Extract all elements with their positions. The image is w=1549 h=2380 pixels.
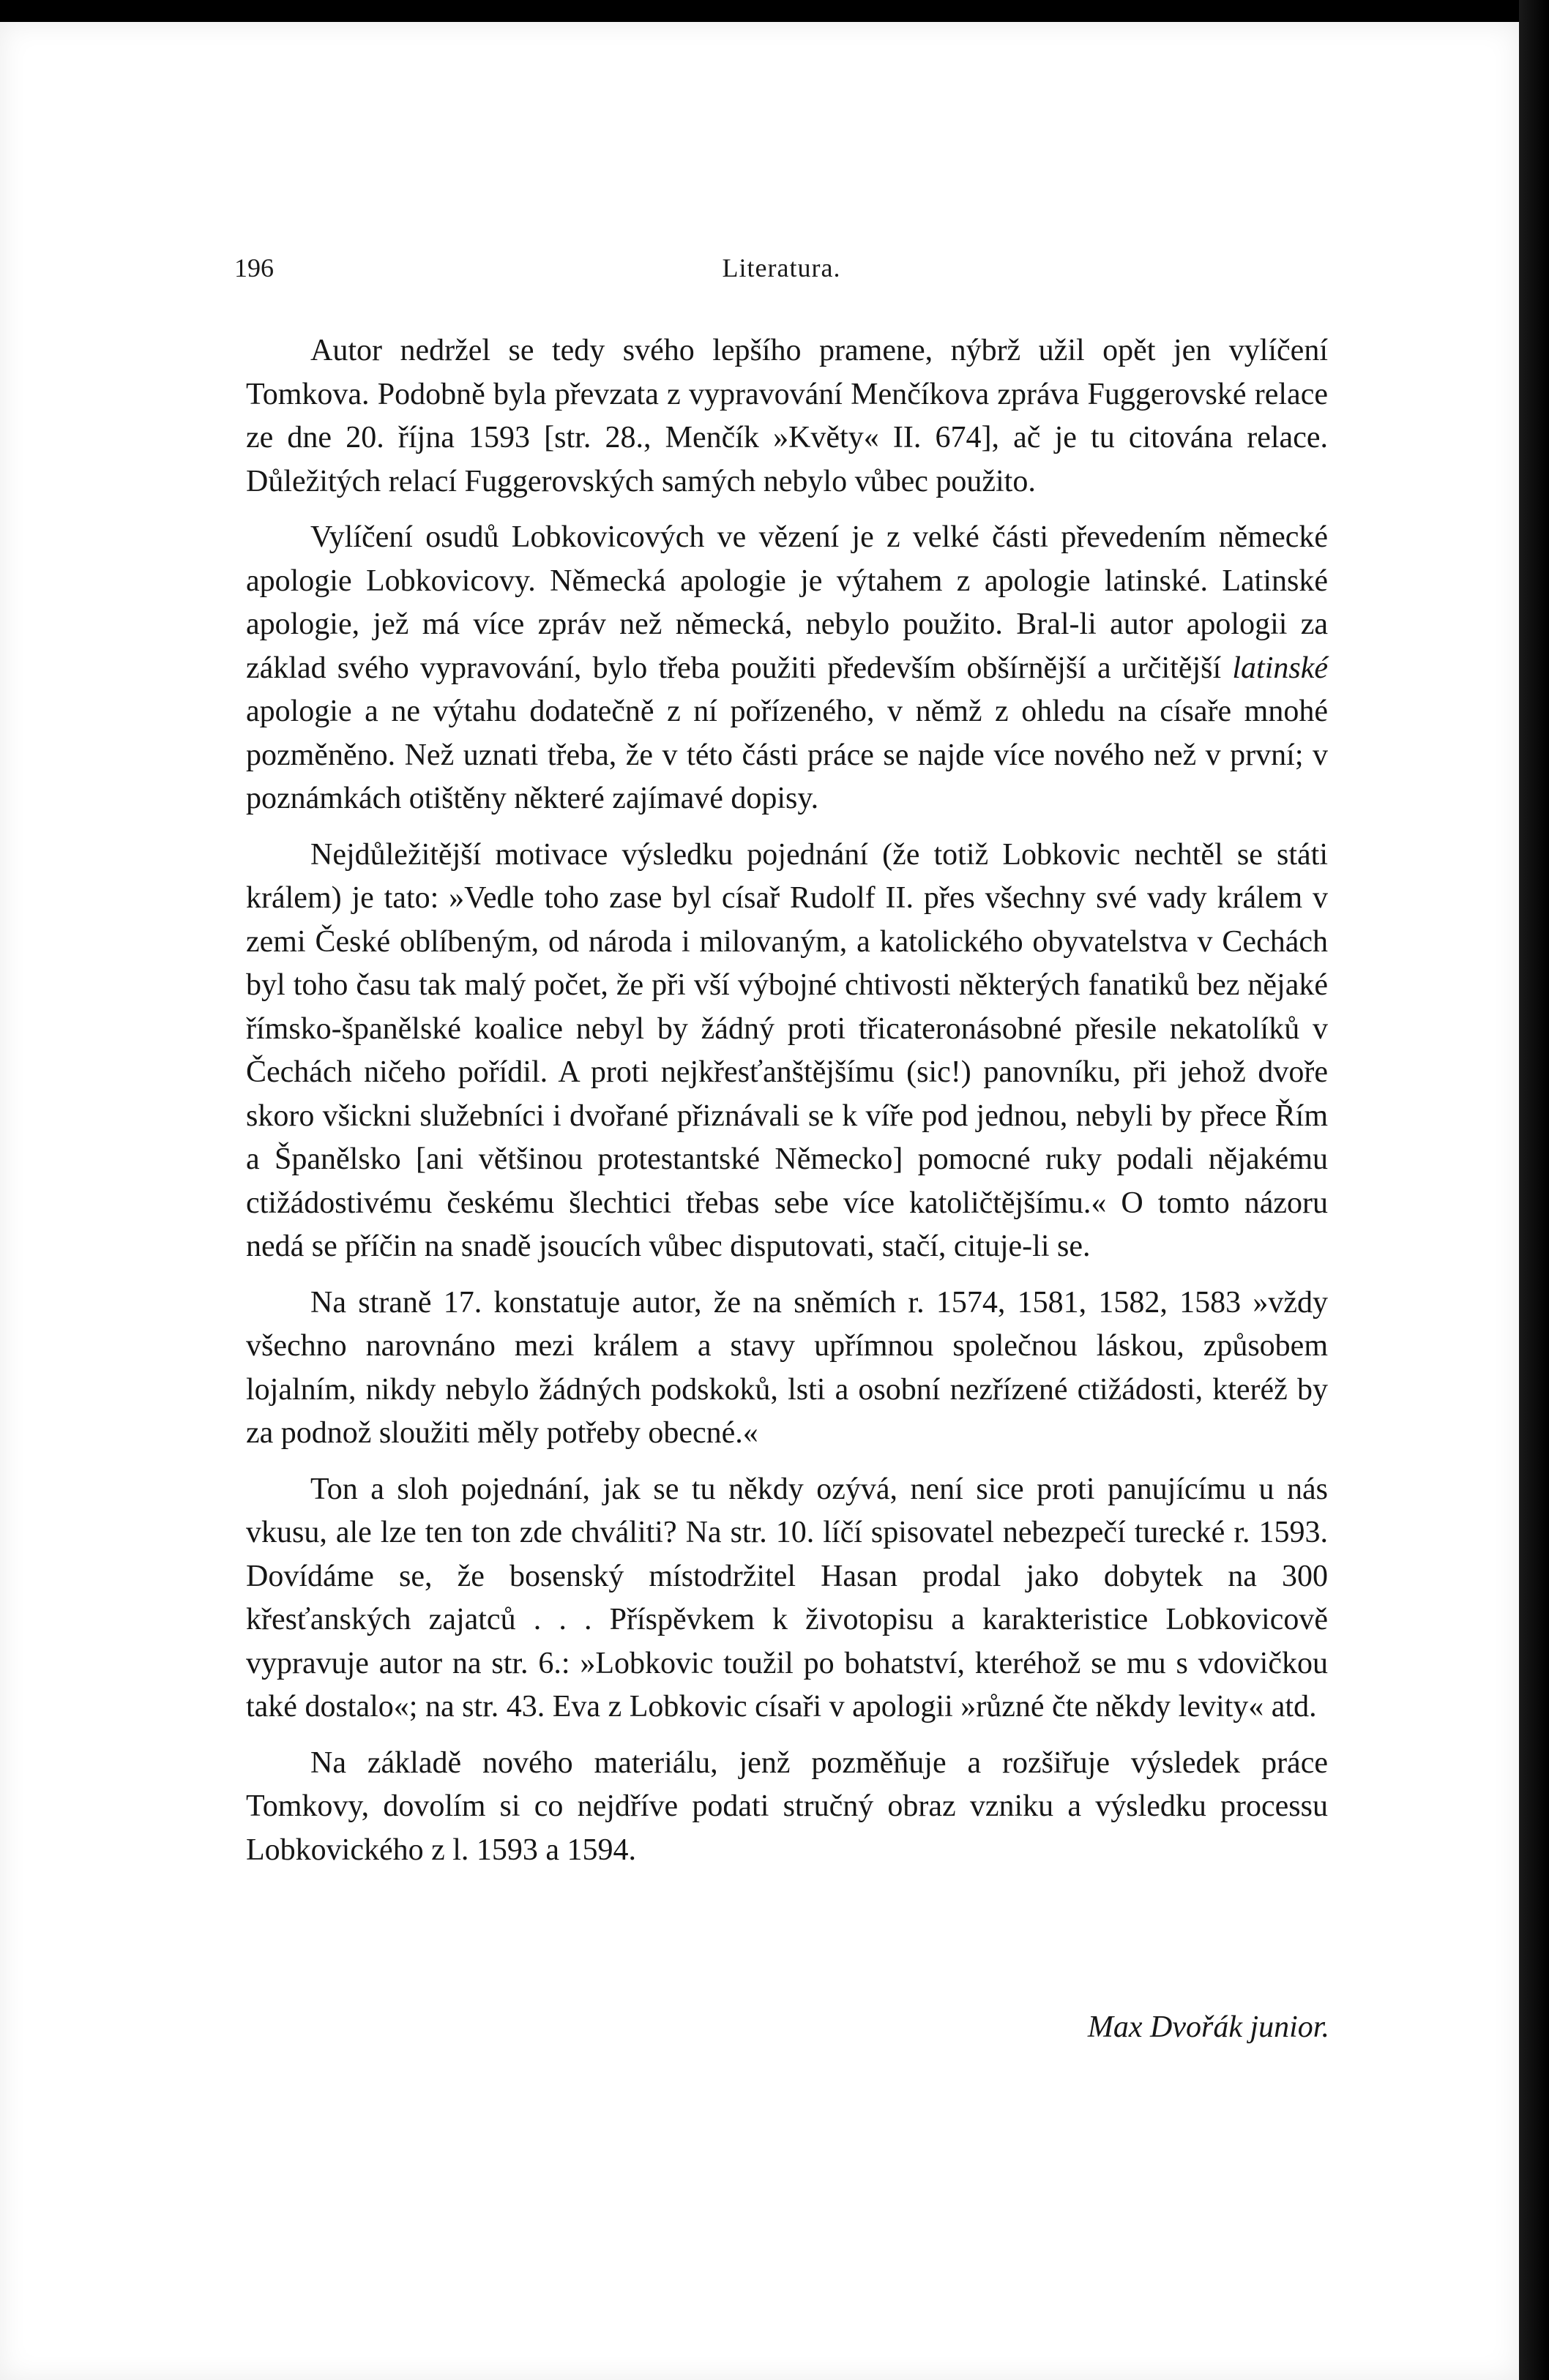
paragraph-text: Vylíčení osudů Lobkovicových ve vězení je z velké části převedením německé apologie Lobkovicovy. Německá apologie je výtahem z apologie latinské. Latinské apologie, jež má více zpráv než německá, nebylo použito. Bral-li autor apologii za základ svého vypravování, bylo třeba použiti především obšírnější a určitější <box>246 520 1328 685</box>
italic-word: latinské <box>1232 651 1328 685</box>
scan-border-top <box>0 0 1549 22</box>
running-head: Literatura. <box>722 253 841 282</box>
paragraph: Na straně 17. konstatuje autor, že na sněmích r. 1574, 1581, 1582, 1583 »vždy všechno narovnáno mezi králem a stavy upřímnou společnou láskou, způsobem lojalním, nikdy nebylo žádných podskoků, lsti a osobní nezřízené ctižádosti, kteréž by za podnož sloužiti měly potřeby obecné.« <box>246 1285 1328 1450</box>
scan-border-right <box>1519 0 1549 2380</box>
page-header <box>234 252 1329 296</box>
paragraph: Ton a sloh pojednání, jak se tu někdy ozývá, není sice proti panujícímu u nás vkusu, ale lze ten ton zde chváliti? Na str. 10. líčí spisovatel nebezpečí turecké r. 1593. Dovídáme se, že bosenský místodržitel Hasan prodal jako dobytek na 300 křesťanských zajatců . . . Příspěvkem k životopisu a karakteristice Lobkovicově vypravuje autor na str. 6.: »Lobkovic toužil po bohatství, kteréhož se mu s vdovičkou také dostalo«; na str. 43. Eva z Lobkovic císaři v apologii »různé čte někdy levity« atd. <box>246 1472 1328 1724</box>
paragraph: Nejdůležitější motivace výsledku pojednání (že totiž Lobkovic nechtěl se státi králem) je tato: »Vedle toho zase byl císař Rudolf II. přes všechny své vady králem v zemi České oblíbeným, od národa i milovaným, a katolického obyvatelstva v Cechách byl toho času tak malý počet, že při vší výbojné chtivosti některých fanatiků bez nějaké římsko-španělské koalice nebyl by žádný proti třicateronásobné přesile nekatolíků v Čechách ničeho pořídil. A proti nejkřesťanštějšímu (sic!) panovníku, při jehož dvoře skoro všickni služebníci i dvořané přiznávali se k víře pod jednou, nebyli by přece Řím a Španělsko [ani většinou protestantské Německo] pomocné ruky podali nějakému ctižádostivému českému šlechtici třebas sebe více katoličtějšímu.« O tomto názoru nedá se příčin na snadě jsoucích vůbec disputovati, stačí, cituje-li se. <box>246 837 1328 1263</box>
paragraph <box>246 516 1328 821</box>
body-text <box>246 329 1328 1885</box>
paragraph: Autor nedržel se tedy svého lepšího pramene, nýbrž užil opět jen vylíčení Tomkova. Podobně byla převzata z vypravování Menčíkova zpráva Fuggerovské relace ze dne 20. října 1593 [str. 28., Menčík »Květy« II. 674], ač je tu citována relace. Důležitých relací Fuggerovských samých nebylo vůbec použito. <box>246 334 1328 498</box>
paragraph: Na základě nového materiálu, jenž pozměňuje a rozšiřuje výsledek práce Tomkovy, dovolím si co nejdříve podati stručný obraz vzniku a výsledku processu Lobkovického z l. 1593 a 1594. <box>246 1745 1328 1867</box>
author-signature: Max Dvořák junior. <box>1087 2010 1329 2044</box>
paragraph-text: apologie a ne výtahu dodatečně z ní pořízeného, v němž z ohledu na císaře mnohé pozměněno. Než uznati třeba, že v této části práce se najde více nového než v první; v poznámkách otištěny některé zajímavé dopisy. <box>246 695 1328 815</box>
page-number: 196 <box>234 253 274 282</box>
